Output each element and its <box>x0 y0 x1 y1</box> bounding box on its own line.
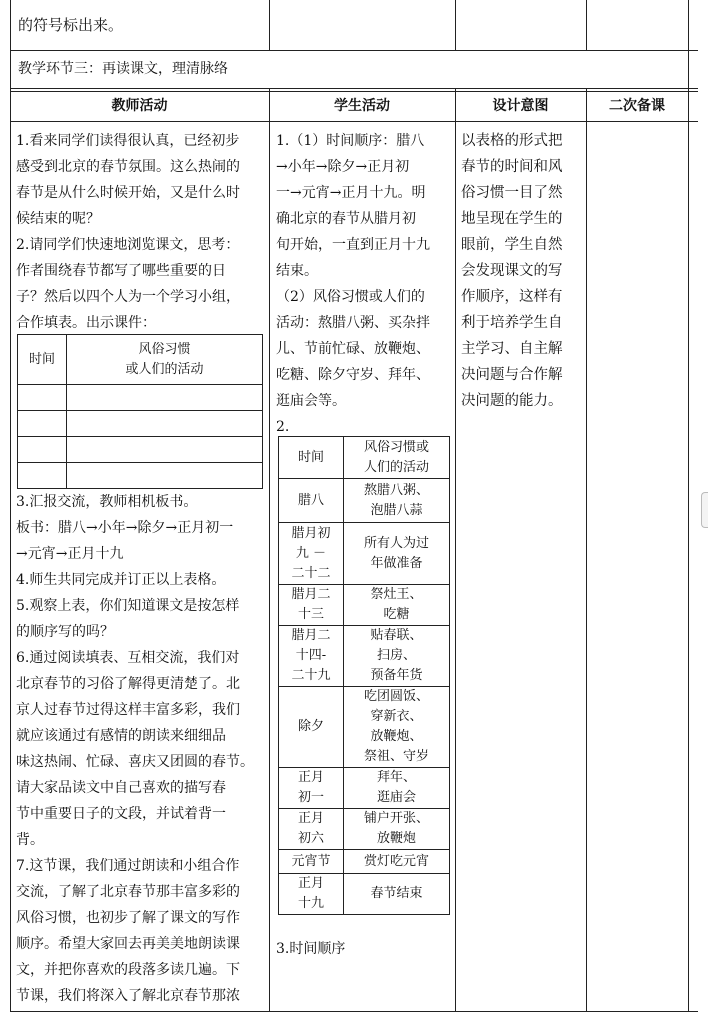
teacher-line: 5.观察上表，你们知道课文是按怎样 <box>16 598 240 614</box>
spring-table-time-text: 腊八 <box>297 492 324 508</box>
blank-cell <box>18 385 67 411</box>
teacher-line: 感受到北京的春节氛围。这么热闹的 <box>16 159 240 175</box>
spring-table-activity-cell <box>344 850 450 874</box>
previous-section-tail: 的符号标出来。 <box>18 16 124 34</box>
intent-line: 决问题的能力。 <box>461 393 563 409</box>
teacher-line: 就应该通过有感情的朗读来细细品 <box>16 728 226 744</box>
spring-table-activity-text: 年做准备 <box>370 555 423 571</box>
spring-table-row <box>279 626 450 687</box>
teacher-line: 子？然后以四个人为一个学习小组， <box>16 289 240 305</box>
blank-table-activity-header <box>67 335 263 385</box>
teacher-intro <box>16 128 266 336</box>
student-line: （2）风俗习惯或人们的 <box>276 289 425 305</box>
teacher-line: 1.看来同学们读得很认真，已经初步 <box>16 133 240 149</box>
spring-table-activity-text: 祭祖、守岁 <box>363 749 429 764</box>
teacher-line: 风俗习惯，也初步了解了课文的写作 <box>16 910 240 926</box>
spring-table-activity-cell <box>344 809 450 850</box>
teacher-line: 交流，了解了北京春节那丰富多彩的 <box>16 884 240 900</box>
spring-table-row <box>279 809 450 850</box>
student-answers <box>276 128 452 440</box>
spring-table-time-text: 正月 <box>297 876 324 891</box>
blank-fill-table <box>17 334 263 489</box>
spring-table-activity-text: 预备年货 <box>370 668 423 683</box>
header-student-activity: 学生活动 <box>334 98 390 114</box>
spring-table-row <box>279 479 450 523</box>
spring-table-activity-text: 放鞭炮 <box>376 831 416 846</box>
spring-table-activity-cell <box>344 626 450 687</box>
spring-table-activity-text: 贴春联、 <box>370 628 423 643</box>
spring-table-activity-text: 逛庙会 <box>376 790 416 805</box>
spring-table-time-cell <box>279 626 344 687</box>
spring-table-activity-cell <box>344 687 450 768</box>
intent-line: 决问题与合作解 <box>461 367 563 383</box>
intent-line: 利于培养学生自 <box>461 315 563 331</box>
teacher-line: 的顺序写的吗？ <box>16 624 114 640</box>
scroll-edge-handle[interactable] <box>701 492 708 528</box>
spring-table-time-cell <box>279 850 344 874</box>
spring-table-time-text: 腊月二 <box>291 587 331 602</box>
blank-cell <box>67 411 263 437</box>
teacher-line: 背。 <box>16 832 44 848</box>
spring-festival-table <box>278 436 450 915</box>
spring-table-time-text: 十四- <box>295 648 327 663</box>
spring-table-activity-cell <box>344 479 450 523</box>
spring-table-activity-text: 拜年、 <box>376 770 416 785</box>
student-line: 活动：熬腊八粥、买杂拌 <box>276 315 430 331</box>
intent-line: 春节的时间和风 <box>461 159 563 175</box>
teacher-line: 节课，我们将深入了解北京春节那浓 <box>16 988 240 1004</box>
spring-table-time-text: 九 － <box>295 545 327 561</box>
spring-table-time-text: 正月 <box>297 811 324 826</box>
spring-table-time-cell <box>279 809 344 850</box>
header-teacher-activity: 教师活动 <box>111 98 168 114</box>
teacher-line: 6.通过阅读填表、互相交流，我们对 <box>16 650 240 666</box>
blank-cell <box>18 437 67 463</box>
spring-table-time-cell <box>279 585 344 626</box>
teacher-line: →元宵→正月十九 <box>16 546 124 562</box>
student-line: 逛庙会等。 <box>276 393 346 409</box>
blank-cell <box>18 463 67 489</box>
spring-table-time-text: 元宵节 <box>291 853 331 869</box>
lesson-plan-page <box>10 0 698 1012</box>
spring-table-activity-cell <box>344 874 450 915</box>
spring-table-activity-header-line1: 风俗习惯或 <box>363 439 429 455</box>
column-divider-3-top <box>586 0 587 50</box>
section-title: 教学环节三：再读课文，理清脉络 <box>18 61 228 77</box>
row-divider-1 <box>10 50 698 51</box>
student-line: 儿、节前忙碌、放鞭炮、 <box>276 341 430 357</box>
teacher-line: 3.汇报交流，教师相机板书。 <box>16 494 198 510</box>
teacher-line: 板书：腊八→小年→除夕→正月初一 <box>16 520 234 536</box>
spring-table-time-text: 初一 <box>297 790 324 805</box>
spring-table-time-text: 十三 <box>297 607 324 622</box>
spring-table-activity-text: 所有人为过 <box>363 535 429 551</box>
spring-table-time-text: 二十九 <box>291 668 331 683</box>
spring-table-activity-text: 吃团圆饭、 <box>363 689 429 704</box>
header-design-intent: 设计意图 <box>492 98 549 114</box>
teacher-line: 候结束的呢？ <box>16 211 100 227</box>
teacher-line: 作者围绕春节都写了哪些重要的日 <box>16 263 226 279</box>
blank-cell <box>67 437 263 463</box>
spring-table-activity-header <box>344 437 450 479</box>
blank-table-activity-header-line2: 或人们的活动 <box>125 361 204 377</box>
teacher-line: 文，并把你喜欢的段落多读几遍。下 <box>16 962 240 978</box>
student-item-3: 3.时间顺序 <box>276 941 346 957</box>
teacher-line: 请大家品读文中自己喜欢的描写春 <box>16 780 226 796</box>
teacher-line: 合作填表。出示课件： <box>16 315 156 331</box>
teacher-line: 顺序。希望大家回去再美美地朗读课 <box>16 936 240 952</box>
column-divider-2-top <box>455 0 456 50</box>
intent-line: 作顺序，这样有 <box>461 289 563 305</box>
row-divider-2 <box>10 88 698 89</box>
teacher-line: 京人过春节过得这样丰富多彩，我们 <box>16 702 240 718</box>
spring-table-activity-text: 扫房、 <box>376 648 416 663</box>
student-line: 1.（1）时间顺序：腊八 <box>276 133 425 149</box>
student-item-2: 2. <box>276 419 290 435</box>
spring-table-time-text: 十九 <box>297 896 324 911</box>
teacher-line: 4.师生共同完成并订正以上表格。 <box>16 572 226 588</box>
spring-table-activity-cell <box>344 585 450 626</box>
table-border-right <box>688 0 689 1012</box>
spring-table-row <box>279 523 450 585</box>
spring-table-activity-cell <box>344 523 450 585</box>
spring-table-time-cell <box>279 687 344 768</box>
column-divider-1 <box>269 0 270 1012</box>
teacher-continuation <box>16 489 266 1009</box>
spring-table-row <box>279 850 450 874</box>
intent-line: 主学习、自主解 <box>461 341 563 357</box>
student-line: →小年→除夕→正月初 <box>276 159 410 175</box>
teacher-line: 北京春节的习俗了解得更清楚了。北 <box>16 676 240 692</box>
spring-table-time-cell <box>279 874 344 915</box>
spring-table-activity-text: 放鞭炮、 <box>370 729 423 744</box>
student-line: 旬开始，一直到正月十九 <box>276 237 430 253</box>
spring-table-activity-cell <box>344 768 450 809</box>
section-row-mask <box>269 50 270 88</box>
intent-line: 眼前，学生自然 <box>461 237 563 253</box>
spring-table-time-cell <box>279 523 344 585</box>
student-line: 确北京的春节从腊月初 <box>276 211 416 227</box>
spring-table-activity-text: 春节结束 <box>370 886 423 901</box>
spring-table-time-text: 二十二 <box>291 565 331 581</box>
spring-table-row <box>279 687 450 768</box>
row-divider-3 <box>10 121 698 122</box>
teacher-line: 春节是从什么时候开始，又是什么时 <box>16 185 240 201</box>
teacher-line: 7.这节课，我们通过朗读和小组合作 <box>16 858 240 874</box>
student-line: 结束。 <box>276 263 318 279</box>
header-second-prep: 二次备课 <box>609 98 665 114</box>
blank-cell <box>67 385 263 411</box>
spring-table-row <box>279 768 450 809</box>
spring-table-time-cell <box>279 768 344 809</box>
spring-table-row <box>279 585 450 626</box>
design-intent-text <box>461 128 581 414</box>
spring-table-activity-text: 熬腊八粥、 <box>363 482 429 498</box>
column-divider-3 <box>586 88 587 1012</box>
teacher-line: 2.请同学们快速地浏览课文，思考： <box>16 237 240 253</box>
spring-table-activity-text: 吃糖 <box>383 607 410 622</box>
spring-table-time-header: 时间 <box>279 437 344 479</box>
blank-cell <box>18 411 67 437</box>
spring-table-row <box>279 874 450 915</box>
spring-table-activity-text: 泡腊八蒜 <box>370 502 423 518</box>
student-line: 吃糖、除夕守岁、拜年、 <box>276 367 430 383</box>
spring-table-time-cell <box>279 479 344 523</box>
spring-table-time-text: 初六 <box>297 831 324 846</box>
teacher-line: 节中重要日子的文段，并试着背一 <box>16 806 226 822</box>
spring-table-time-text: 腊月二 <box>291 628 331 643</box>
spring-table-time-text: 除夕 <box>297 719 324 734</box>
spring-table-activity-text: 赏灯吃元宵 <box>363 853 429 869</box>
blank-table-activity-header-line1: 风俗习惯 <box>138 341 191 357</box>
blank-table-time-header: 时间 <box>18 335 67 385</box>
spring-table-activity-text: 穿新衣、 <box>370 709 423 724</box>
spring-table-activity-header-line2: 人们的活动 <box>363 459 429 475</box>
intent-line: 以表格的形式把 <box>461 133 563 149</box>
teacher-line: 味这热闹、忙碌、喜庆又团圆的春节。 <box>16 754 254 770</box>
spring-table-activity-text: 祭灶王、 <box>370 587 423 602</box>
intent-line: 地呈现在学生的 <box>461 211 563 227</box>
table-border-left <box>10 0 11 1012</box>
student-line: 一→元宵→正月十九。明 <box>276 185 426 201</box>
spring-table-activity-text: 铺户开张、 <box>363 811 429 826</box>
blank-cell <box>67 463 263 489</box>
intent-line: 会发现课文的写 <box>461 263 563 279</box>
spring-table-time-text: 正月 <box>297 770 324 785</box>
spring-table-time-text: 腊月初 <box>291 525 331 541</box>
intent-line: 俗习惯一目了然 <box>461 185 563 201</box>
row-divider-bottom <box>10 1011 698 1012</box>
column-divider-2 <box>455 88 456 1012</box>
